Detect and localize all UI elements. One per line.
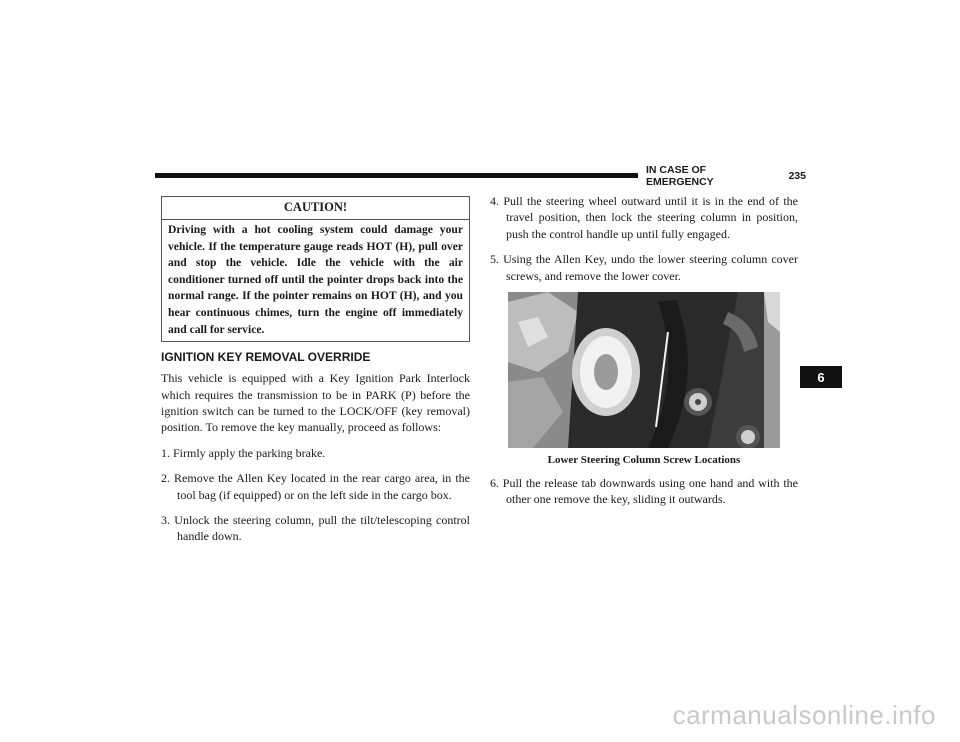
- section-heading: IGNITION KEY REMOVAL OVERRIDE: [161, 350, 371, 365]
- step-1: 1. Firmly apply the parking brake.: [161, 445, 326, 460]
- step-3: 3. Unlock the steering column, pull the tilt/telescoping control handle down.: [161, 513, 470, 544]
- figure-caption: Lower Steering Column Screw Locations: [547, 454, 741, 467]
- page-number: 235: [788, 170, 806, 182]
- step-4: 4. Pull the steering wheel outward until it is in the end of the travel position, then lock the steering column in position, push the control handle up until fully engaged.: [490, 194, 798, 241]
- steering-column-photo: [508, 292, 780, 448]
- caution-box: [161, 196, 470, 342]
- step-6: 6. Pull the release tab downwards using one hand and with the other one remove the key, sliding it outwards.: [490, 476, 798, 507]
- left-column: [161, 196, 470, 545]
- section-intro: This vehicle is equipped with a Key Ignition Park Interlock which requires the transmission to be in PARK (P) before the ignition switch can be turned to the LOCK/OFF (key removal) position. To remove the key manually, proceed as follows:: [161, 371, 470, 435]
- steering-column-illustration: [508, 292, 780, 448]
- step-5: 5. Using the Allen Key, undo the lower steering column cover screws, and remove the lower cover.: [490, 252, 798, 283]
- watermark: carmanualsonline.info: [672, 700, 936, 730]
- right-column: [490, 193, 798, 508]
- running-header: [638, 166, 806, 186]
- step-2: 2. Remove the Allen Key located in the rear cargo area, in the tool bag (if equipped) or on the left side in the cargo box.: [161, 471, 470, 502]
- caution-text: Driving with a hot cooling system could damage your vehicle. If the temperature gauge reads HOT (H), pull over and stop the vehicle. Idle the vehicle with the air conditioner turned off until the pointer drops back into the normal range. If the pointer remains on HOT (H), and you hear continuous chimes, turn the engine off immediately and call for service.: [168, 223, 463, 336]
- chapter-tab[interactable]: 6: [800, 366, 842, 388]
- header-section-title: IN CASE OF EMERGENCY: [646, 164, 714, 188]
- caution-title: CAUTION!: [162, 197, 469, 220]
